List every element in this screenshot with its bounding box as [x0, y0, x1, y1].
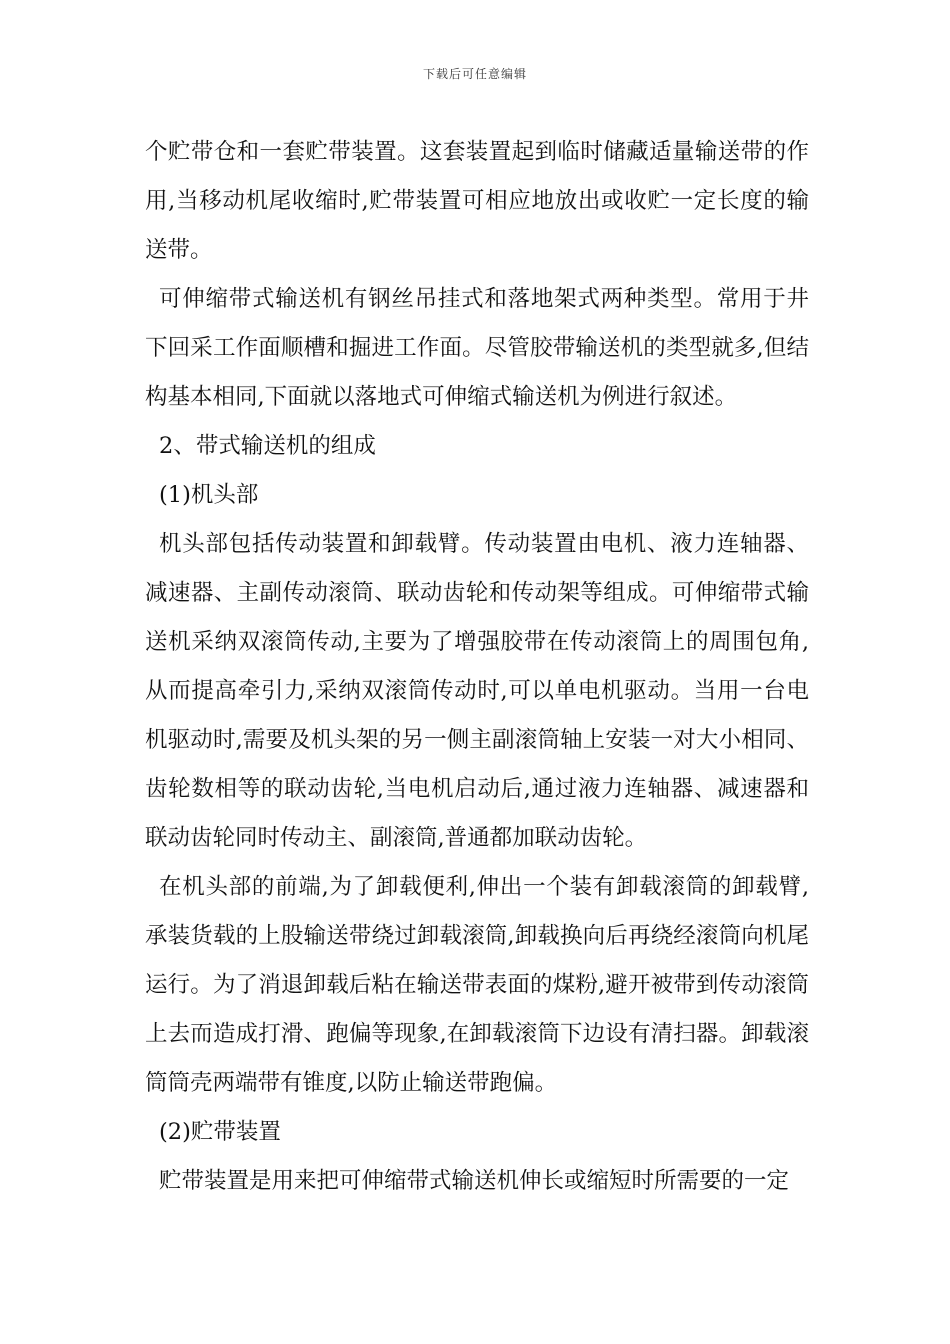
paragraph-head-section: 机头部包括传动装置和卸载臂。传动装置由电机、液力连轴器、减速器、主副传动滚筒、联动齿轮和传动架等组成。可伸缩带式输送机采纳双滚筒传动,主要为了增强胶带在传动滚筒上的周围包角,从而提高牵引力,采纳双滚筒传动时,可以单电机驱动。当用一台电机驱动时,需要及机头架的另一侧主副滚筒轴上安装一对大小相同、齿轮数相等的联动齿轮,当电机启动后,通过液力连轴器、减速器和联动齿轮同时传动主、副滚筒,普通都加联动齿轮。: [145, 531, 809, 851]
subheading-storage-device: (2)贮带装置: [159, 1119, 281, 1145]
subheading-head-section: (1)机头部: [159, 482, 259, 508]
paragraph-telescopic-types: 可伸缩带式输送机有钢丝吊挂式和落地架式两种类型。常用于井下回采工作面顺槽和掘进工作面。尽管胶带输送机的类型就多,但结构基本相同,下面就以落地式可伸缩式输送机为例进行叙述。: [145, 286, 809, 410]
paragraph-unloading-arm: 在机头部的前端,为了卸载便利,伸出一个装有卸载滚筒的卸载臂,承装货载的上股输送带绕过卸载滚筒,卸载换向后再绕经滚筒向机尾运行。为了消退卸载后粘在输送带表面的煤粉,避开被带到传动滚筒上去而造成打滑、跑偏等现象,在卸载滚筒下边设有清扫器。卸载滚筒筒壳两端带有锥度,以防止输送带跑偏。: [145, 874, 809, 1096]
section-heading-composition: 2、带式输送机的组成: [159, 433, 376, 459]
page-header: 下载后可任意编辑: [422, 67, 527, 81]
document-body: [145, 128, 809, 1206]
paragraph-continued: 个贮带仓和一套贮带装置。这套装置起到临时储藏适量输送带的作用,当移动机尾收缩时,贮带装置可相应地放出或收贮一定长度的输送带。: [145, 139, 809, 263]
paragraph-storage-device: 贮带装置是用来把可伸缩带式输送机伸长或缩短时所需要的一定: [159, 1168, 790, 1194]
